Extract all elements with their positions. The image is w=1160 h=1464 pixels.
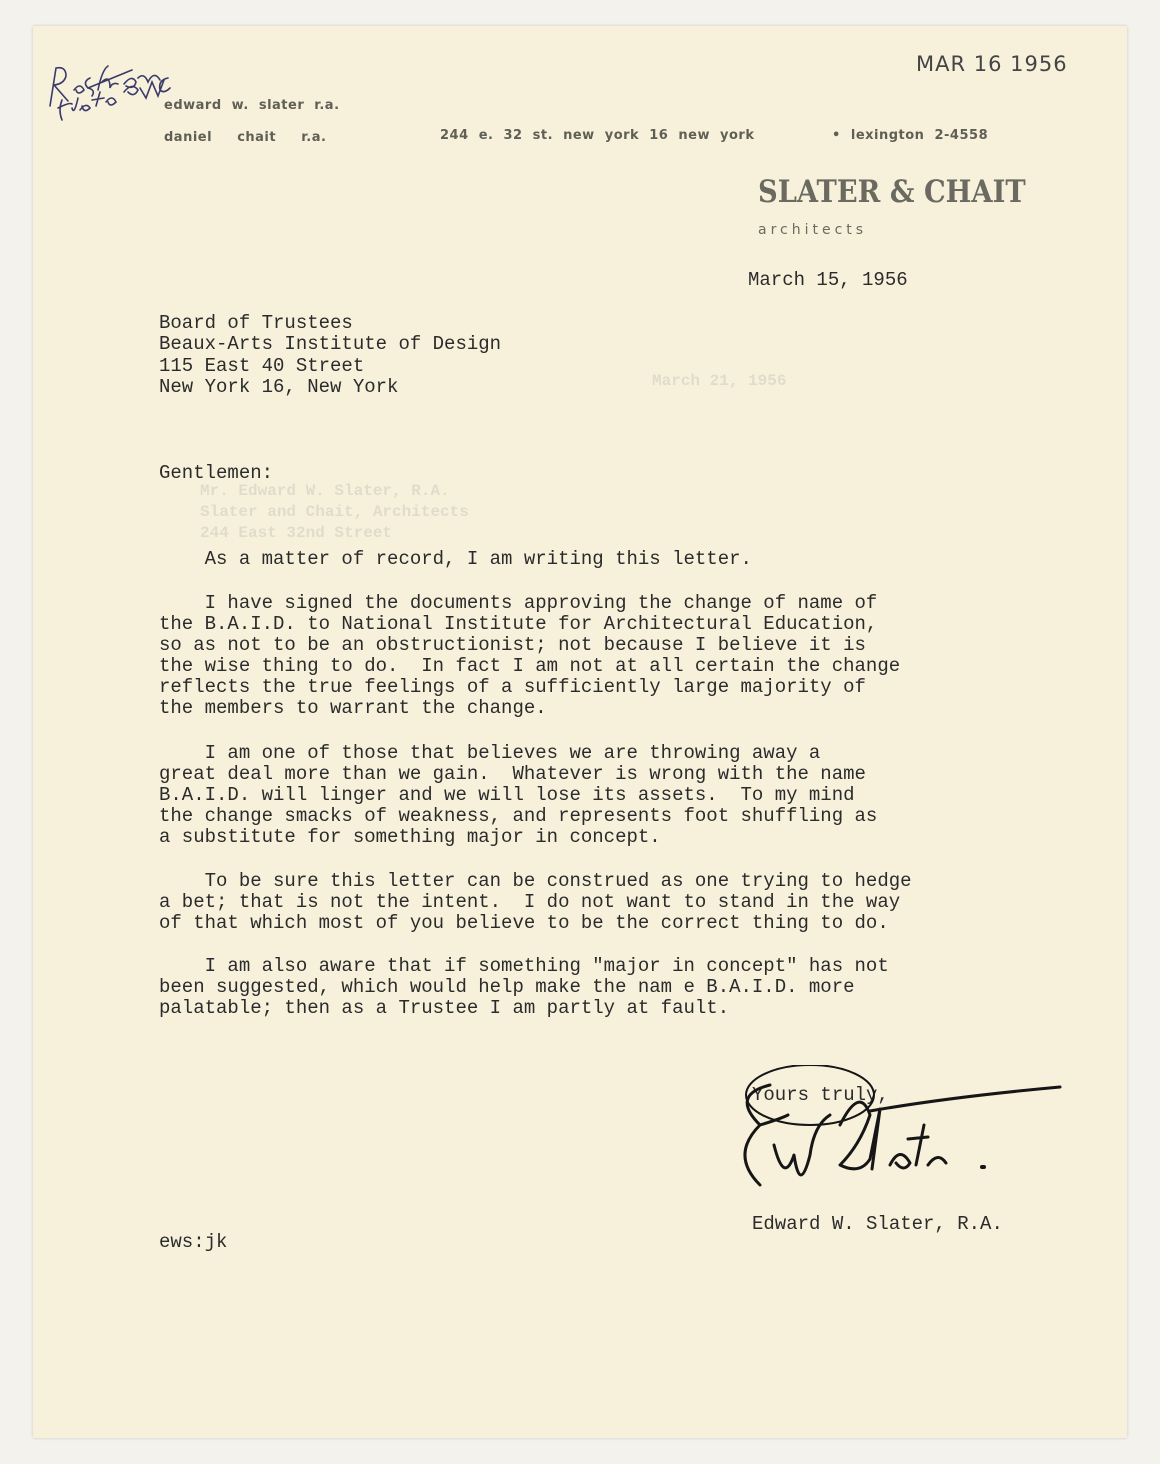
body-line: the change smacks of weakness, and represents foot shuffling as <box>159 805 878 827</box>
recipient-line-2: Beaux-Arts Institute of Design <box>159 333 502 355</box>
body-line: I am also aware that if something "major in concept" has not <box>159 955 889 977</box>
letterhead-name-slater: edward w. slater r.a. <box>164 98 340 113</box>
body-paragraph-5 <box>159 956 889 1019</box>
salutation: Gentlemen: <box>159 462 274 484</box>
body-line: the wise thing to do. In fact I am not at all certain the change <box>159 655 901 677</box>
bleed-through-address-3: 244 East 32nd Street <box>200 524 393 542</box>
body-line: I have signed the documents approving the change of name of <box>159 592 878 614</box>
bleed-through-address-2: Slater and Chait, Architects <box>200 503 469 521</box>
body-line: I am one of those that believes we are throwing away a <box>159 742 821 764</box>
recipient-line-4: New York 16, New York <box>159 376 399 398</box>
body-line: a substitute for something major in concept. <box>159 826 661 848</box>
body-line: B.A.I.D. will linger and we will lose its assets. To my mind <box>159 784 855 806</box>
firm-subtitle: architects <box>758 222 868 238</box>
body-paragraph-1 <box>159 549 752 570</box>
body-line: of that which most of you believe to be the correct thing to do. <box>159 912 889 934</box>
body-line: a bet; that is not the intent. I do not want to stand in the way <box>159 891 901 913</box>
body-line: To be sure this letter can be construed as one trying to hedge <box>159 870 912 892</box>
body-paragraph-4 <box>159 871 912 934</box>
letterhead-phone: • lexington 2-4558 <box>832 128 989 143</box>
body-line: As a matter of record, I am writing this letter. <box>159 548 752 570</box>
letterhead-name-chait: daniel chait r.a. <box>164 130 327 145</box>
body-line: palatable; then as a Trustee I am partly at fault. <box>159 997 730 1019</box>
reference-initials: ews:jk <box>159 1231 228 1253</box>
body-paragraph-3 <box>159 743 877 848</box>
signature-name: Edward W. Slater, R.A. <box>752 1213 1003 1235</box>
body-line: been suggested, which would help make the nam e B.A.I.D. more <box>159 976 855 998</box>
received-stamp: MAR 16 1956 <box>916 52 1068 76</box>
body-line: the B.A.I.D. to National Institute for Architectural Education, <box>159 613 878 635</box>
signature <box>730 1065 1070 1215</box>
body-line: so as not to be an obstructionist; not because I believe it is <box>159 634 866 656</box>
body-line: reflects the true feelings of a sufficiently large majority of <box>159 676 866 698</box>
recipient-line-1: Board of Trustees <box>159 312 353 334</box>
body-paragraph-2 <box>159 593 900 719</box>
bleed-through-address-1: Mr. Edward W. Slater, R.A. <box>200 482 450 500</box>
letterhead-address: 244 e. 32 st. new york 16 new york <box>440 128 755 143</box>
bleed-through-date: March 21, 1956 <box>652 372 787 390</box>
body-line: great deal more than we gain. Whatever is wrong with the name <box>159 763 866 785</box>
recipient-line-3: 115 East 40 Street <box>159 355 365 377</box>
handwritten-note <box>38 48 178 138</box>
letter-date: March 15, 1956 <box>748 269 908 291</box>
firm-name: SLATER & CHAIT <box>758 174 1026 210</box>
closing: Yours truly, <box>752 1084 889 1106</box>
body-line: the members to warrant the change. <box>159 697 547 719</box>
